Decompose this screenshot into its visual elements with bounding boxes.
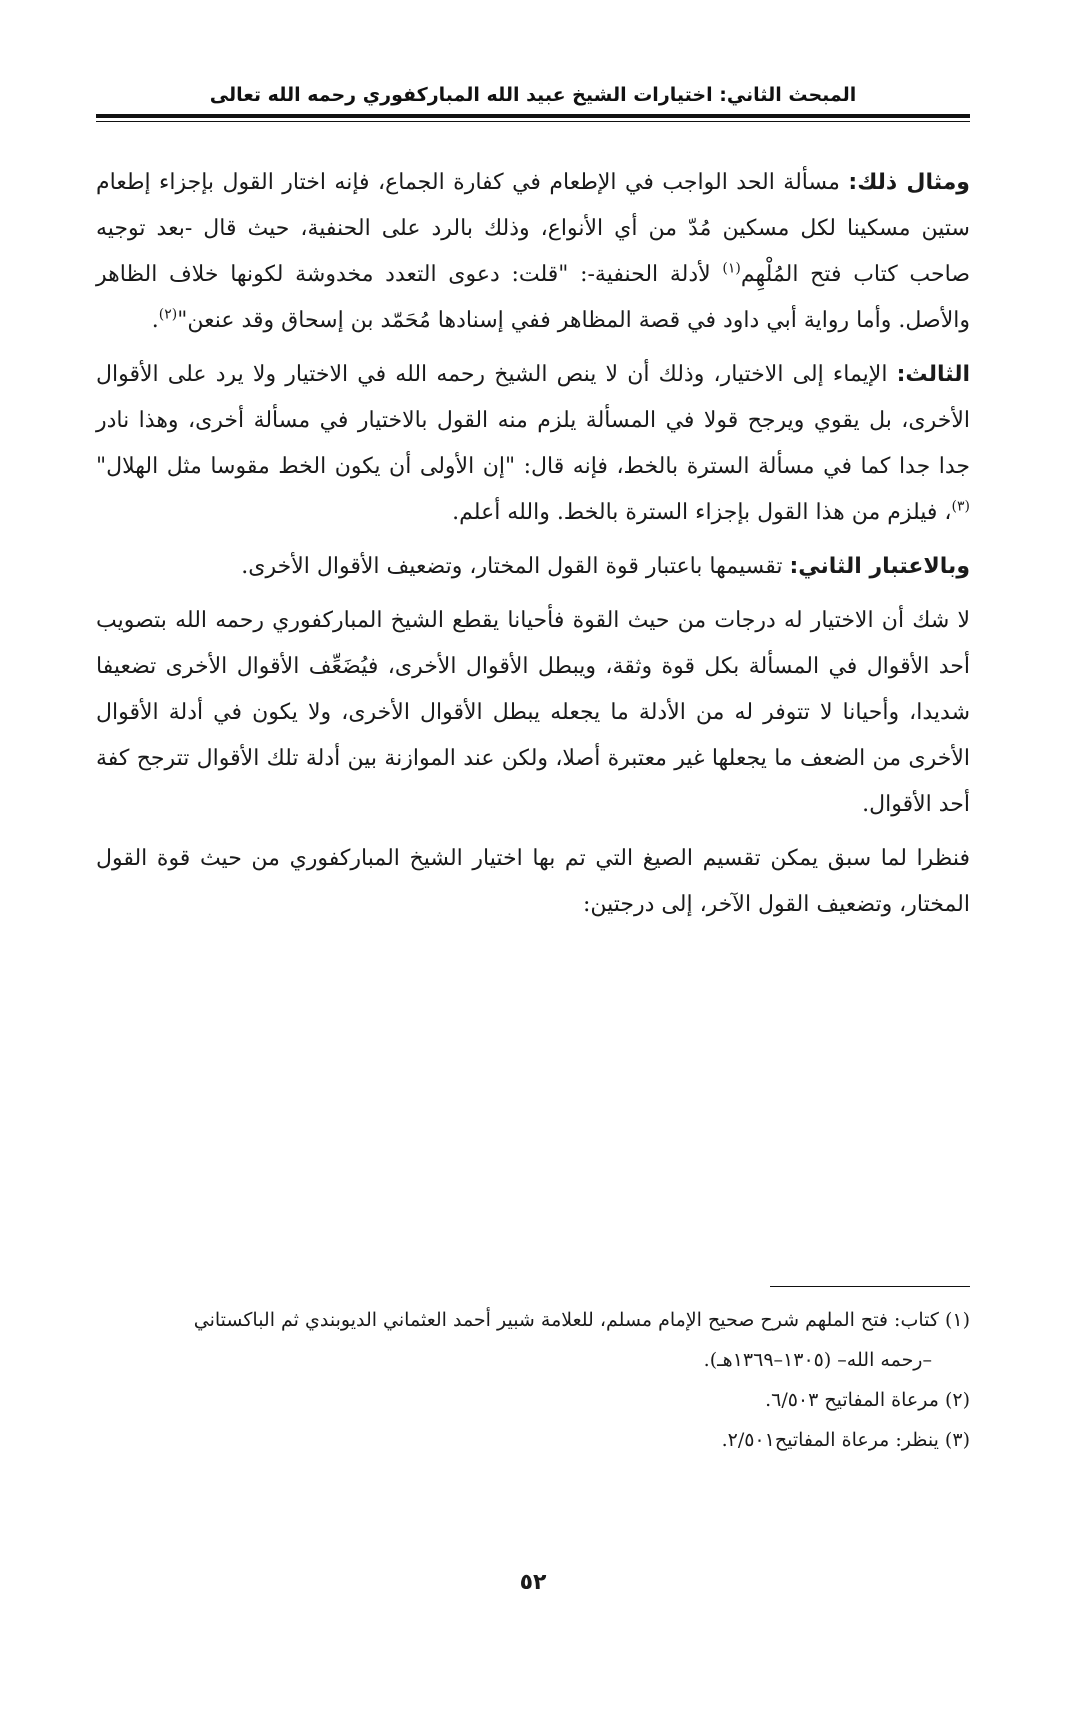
footnote-ref: (٢)	[158, 306, 178, 323]
footnote-ref: (٣)	[951, 498, 970, 515]
footnote-separator	[770, 1286, 970, 1287]
paragraph-second-criterion	[96, 544, 970, 590]
paragraph-text: لا شك أن الاختيار له درجات من حيث القوة فأحيانا يقطع الشيخ المباركفوري رحمه الله بتصويب أحد الأقوال في المسألة بكل قوة وثقة، ويبطل الأقوال الأخرى، فيُضَعِّف الأقوال الأخرى تضعيفا شديدا، وأحيانا لا تتوفر له من الأدلة ما يجعله يبطل الأقوال الأخرى، ولا يكون في أدلة الأقوال الأخرى من الضعف ما يجعلها غير معتبرة أصلا، ولكن عند الموازنة بين أدلة تلك الأقوال تترجح كفة أحد الأقوال.	[96, 608, 970, 817]
paragraph-text: ، فيلزم من هذا القول بإجزاء السترة بالخط. والله أعلم.	[452, 500, 952, 525]
footnote-2: (٢) مرعاة المفاتيح ٦/٥٠٣.	[765, 1389, 970, 1411]
paragraph-degrees	[96, 598, 970, 828]
footnote-1: (١) كتاب: فتح الملهم شرح صحيح الإمام مسلم، للعلامة شبير أحمد العثماني الديوبندي ثم الباكستاني	[193, 1309, 970, 1331]
page-number: ٥٢	[519, 1570, 547, 1595]
footnote-1-continuation: –رحمه الله– (١٣٠٥–١٣٦٩هـ).	[703, 1349, 932, 1371]
paragraph-lead: الثالث:	[896, 362, 970, 387]
paragraph-example	[96, 160, 970, 344]
paragraph-text: تقسيمها باعتبار قوة القول المختار، وتضعيف الأقوال الأخرى.	[241, 554, 790, 579]
paragraph-third	[96, 352, 970, 536]
header-rule	[96, 114, 970, 118]
paragraph-text: مسألة الحد الواجب في الإطعام في كفارة الجماع، فإنه اختار القول بإجزاء إطعام ستين مسكينا لكل مسكين مُدّ من أي الأنواع، وذلك بالرد على الحنفية، حيث قال -بعد توجيه صاحب كتاب فتح المُلْهِم	[96, 170, 970, 287]
paragraph-text: فنظرا لما سبق يمكن تقسيم الصيغ التي تم بها اختيار الشيخ المباركفوري من حيث قوة القول المختار، وتضعيف القول الآخر، إلى درجتين:	[96, 846, 970, 917]
paragraph-text: لأدلة الحنفية-: "قلت: دعوى التعدد مخدوشة لكونها خلاف الظاهر والأصل. وأما رواية أبي داود في قصة المظاهر ففي إسنادها مُحَمّد بن إسحاق وقد عنعن"	[96, 262, 970, 333]
header-rule-thin	[96, 121, 970, 122]
paragraph-lead: ومثال ذلك:	[848, 170, 970, 195]
running-header: المبحث الثاني: اختيارات الشيخ عبيد الله المباركفوري رحمه الله تعالى	[209, 84, 857, 106]
footnotes	[96, 1300, 970, 1460]
footnote-3: (٣) ينظر: مرعاة المفاتيح٢/٥٠١.	[721, 1429, 970, 1451]
footnote-ref: (١)	[722, 260, 741, 277]
paragraph-text: الإيماء إلى الاختيار، وذلك أن لا ينص الشيخ رحمه الله في الاختيار ولا يرد على الأقوال الأخرى، بل يقوي ويرجح قولا في المسألة يلزم منه القول بالاختيار في مسألة أخرى، وهذا نادر جدا جدا كما في مسألة السترة بالخط، فإنه قال: "إن الأولى أن يكون الخط مقوسا مثل الهلال"	[96, 362, 970, 479]
body-text	[96, 160, 970, 936]
paragraph-conclusion	[96, 836, 970, 928]
paragraph-text: .	[151, 308, 159, 333]
paragraph-lead: وبالاعتبار الثاني:	[789, 554, 970, 579]
